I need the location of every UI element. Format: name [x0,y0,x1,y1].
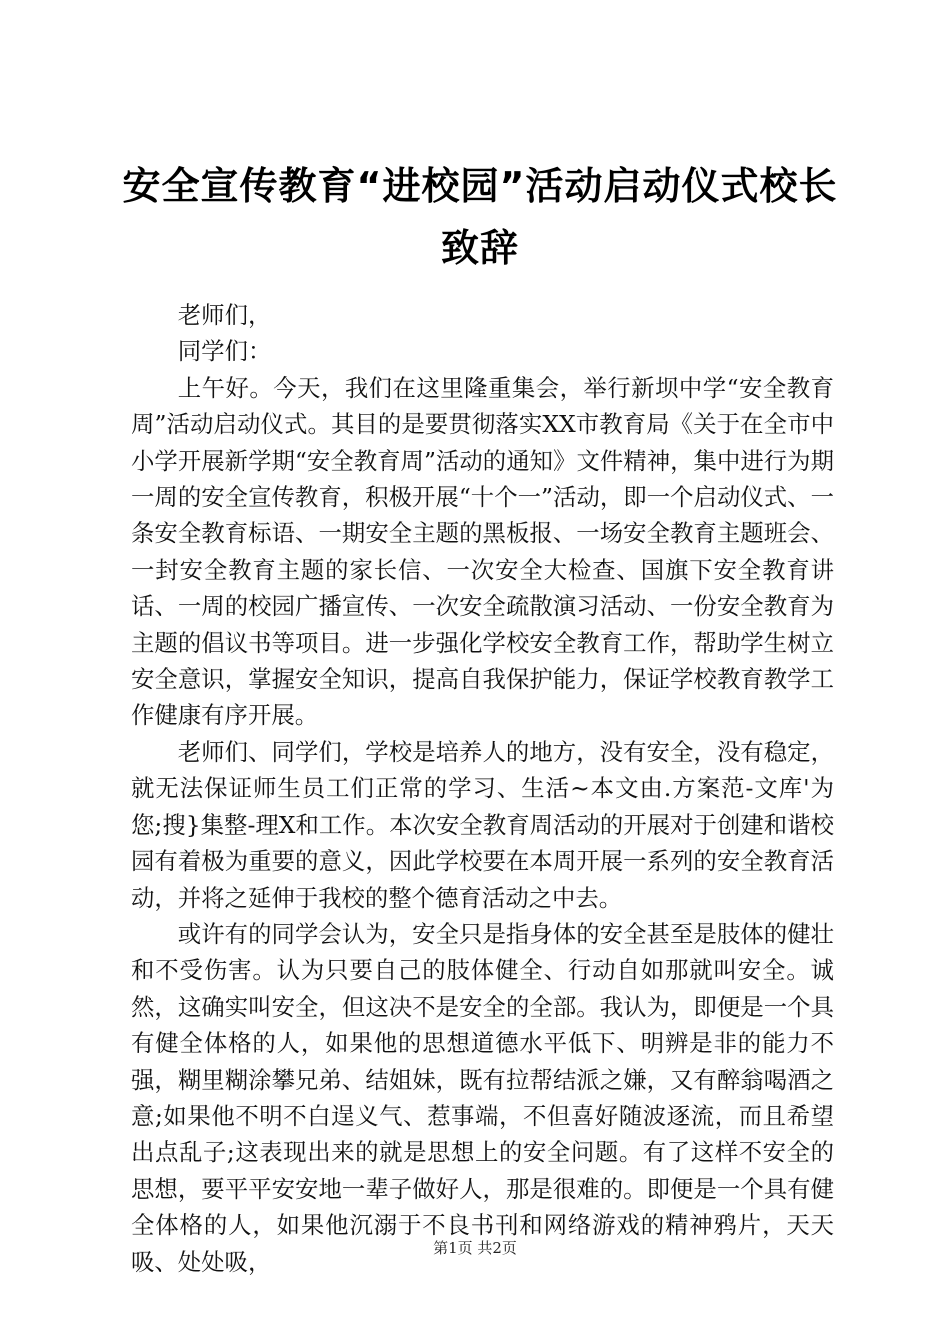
paragraph-school-safety: 老师们、同学们，学校是培养人的地方，没有安全，没有稳定，就无法保证师生员工们正常的学习、生活~本文由.方案范-文库'为您;搜}集整-理X和工作。本次安全教育周活动的开展对于创建和谐校园有着极为重要的意义，因此学校要在本周开展一系列的安全教育活动，并将之延伸于我校的整个德育活动之中去。 [131,737,834,912]
document-title: 安全宣传教育“进校园”活动启动仪式校长致辞 [122,164,838,270]
paragraph-opening: 上午好。今天，我们在这里隆重集会，举行新坝中学“安全教育周”活动启动仪式。其目的是要贯彻落实XX市教育局《关于在全市中小学开展新学期“安全教育周”活动的通知》文件精神，集中进行为期一周的安全宣传教育，积极开展“十个一”活动，即一个启动仪式、一条安全教育标语、一期安全主题的黑板报、一场安全教育主题班会、一封安全教育主题的家长信、一次安全大检查、国旗下安全教育讲话、一周的校园广播宣传、一次安全疏散演习活动、一份安全教育为主题的倡议书等项目。进一步强化学校安全教育工作，帮助学生树立安全意识，掌握安全知识，提高自我保护能力，保证学校教育教学工作健康有序开展。 [131,373,834,730]
page-footer: 第1页 共2页 [433,1239,517,1257]
document-body [131,297,834,1280]
salutation-students: 同学们： [177,337,272,366]
paragraph-safety-meaning: 或许有的同学会认为，安全只是指身体的安全甚至是肢体的健壮和不受伤害。认为只要自己的肢体健全、行动自如那就叫安全。诚然，这确实叫安全，但这决不是安全的全部。我认为，即便是一个具有健全体格的人，如果他的思想道德水平低下、明辨是非的能力不强，糊里糊涂攀兄弟、结姐妹，既有拉帮结派之嫌，又有醉翁喝酒之意;如果他不明不白逞义气、惹事端，不但喜好随波逐流，而且希望出点乱子;这表现出来的就是思想上的安全问题。有了这样不安全的思想，要平平安安地一辈子做好人，那是很难的。即便是一个具有健全体格的人，如果他沉溺于不良书刊和网络游戏的精神鸦片，天天吸、处处吸， [131,919,834,1276]
salutation-teachers: 老师们， [177,301,272,329]
